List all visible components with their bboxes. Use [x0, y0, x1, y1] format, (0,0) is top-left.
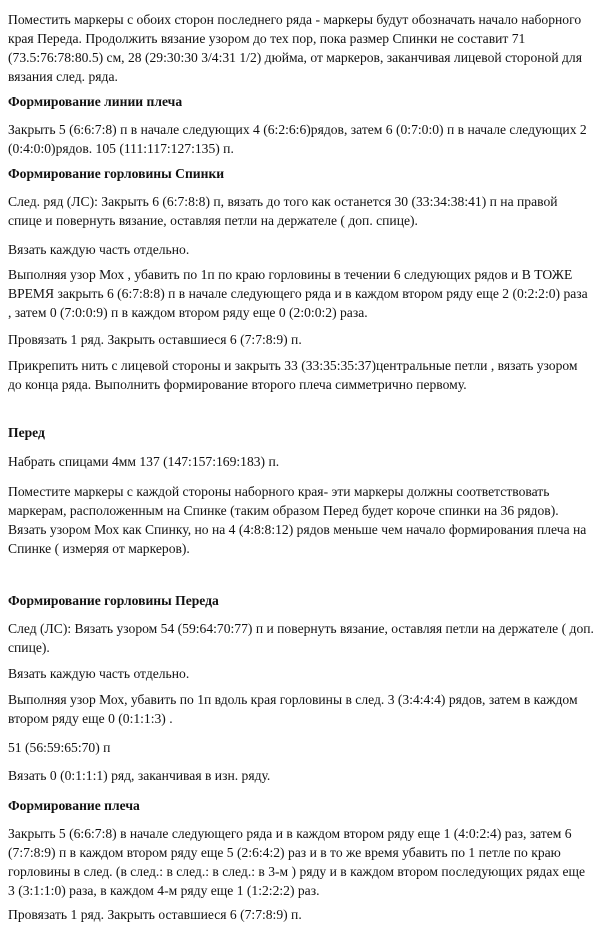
paragraph-work-one-row: Провязать 1 ряд. Закрыть оставшиеся 6 (7:7:8:9) п.: [8, 332, 302, 347]
paragraph-place-markers-front: Поместите маркеры с каждой стороны наборного края- эти маркеры должны соответствовать маркерам, расположенным на Спинке (таким образом Перед будет короче спинки на 36 рядов). Вязать узором Мох как Спинку, но на 4 (4:8:8:12) рядов меньше чем начало формирования плеча на Спинке ( измеряя от маркеров).: [8, 484, 587, 556]
paragraph-final-bindoff: Провязать 1 ряд. Закрыть оставшиеся 6 (7:7:8:9) п.: [8, 907, 302, 922]
paragraph-each-part-separately-front: Вязать каждую часть отдельно.: [8, 666, 190, 681]
paragraph-each-part-separately: Вязать каждую часть отдельно.: [8, 242, 190, 257]
heading-shoulder-line: Формирование линии плеча: [8, 94, 183, 109]
heading-front: Перед: [8, 425, 45, 440]
paragraph-cast-on: Набрать спицами 4мм 137 (147:157:169:183) п.: [8, 454, 280, 469]
paragraph-front-moss-decrease: Выполняя узор Мох, убавить по 1п вдоль края горловины в след. 3 (3:4:4:4) рядов, затем в каждом втором ряду еще 0 (0:1:1:3) .: [8, 692, 578, 726]
heading-front-neckline: Формирование горловины Переда: [8, 593, 219, 608]
paragraph-moss-decrease: Выполняя узор Мох , убавить по 1п по краю горловины в течении 6 следующих рядов и В ТОЖЕ ВРЕМЯ закрыть 6 (6:7:8:8) п в начале следующего ряда и в каждом втором ряду еще 2 (0:2:2:0) раза , затем 0 (7:0:0:9) п в каждом втором ряду еще 0 (2:0:0:2) раза.: [8, 267, 588, 320]
heading-shoulder-shaping: Формирование плеча: [8, 798, 140, 813]
paragraph-stitch-count: 51 (56:59:65:70) п: [8, 740, 111, 755]
paragraph-knit-rows: Вязать 0 (0:1:1:1) ряд, заканчивая в изн. ряду.: [8, 768, 271, 783]
paragraph-shoulder-bindoff-front: Закрыть 5 (6:6:7:8) в начале следующего ряда и в каждом втором ряду еще 1 (4:0:2:4) раз, затем 6 (7:7:8:9) п в каждом втором ряду еще 5 (2:6:4:2) раз и в то же время убавить по 1 петле по краю горловины в след. (в след.: в след.: в след.: в 3-м ) ряду и в каждом втором последующих рядах еще 3 (3:1:1:0) раза, в каждом 4-м ряду еще 1 (1:2:2:2) раз.: [8, 826, 585, 898]
paragraph-next-row-rs: След. ряд (ЛС): Закрыть 6 (6:7:8:8) п, вязать до того как останется 30 (33:34:38:41) п на правой спице и повернуть вязание, оставляя петли на держателе ( доп. спице).: [8, 194, 558, 228]
heading-back-neckline: Формирование горловины Спинки: [8, 166, 225, 181]
paragraph-markers-back: Поместить маркеры с обоих сторон последнего ряда - маркеры будут обозначать начало наборного края Переда. Продолжить вязание узором до тех пор, пока размер Спинки не составит 71 (73.5:76:78:80.5) см, 28 (29:30:30 3/4:31 1/2) дюйма, от маркеров, заканчивая лицевой стороной для вязания след. ряда.: [8, 12, 582, 84]
paragraph-attach-yarn: Прикрепить нить с лицевой стороны и закрыть 33 (33:35:35:37)центральные петли , вязать узором до конца ряда. Выполнить формирование второго плеча симметрично первому.: [8, 358, 578, 392]
paragraph-shoulder-bindoff: Закрыть 5 (6:6:7:8) п в начале следующих 4 (6:2:6:6)рядов, затем 6 (0:7:0:0) п в начале следующих 2 (0:4:0:0)рядов. 105 (111:117:127:135) п.: [8, 122, 587, 156]
paragraph-front-next-row: След (ЛС): Вязать узором 54 (59:64:70:77) п и повернуть вязание, оставляя петли на держателе ( доп. спице).: [8, 621, 594, 655]
